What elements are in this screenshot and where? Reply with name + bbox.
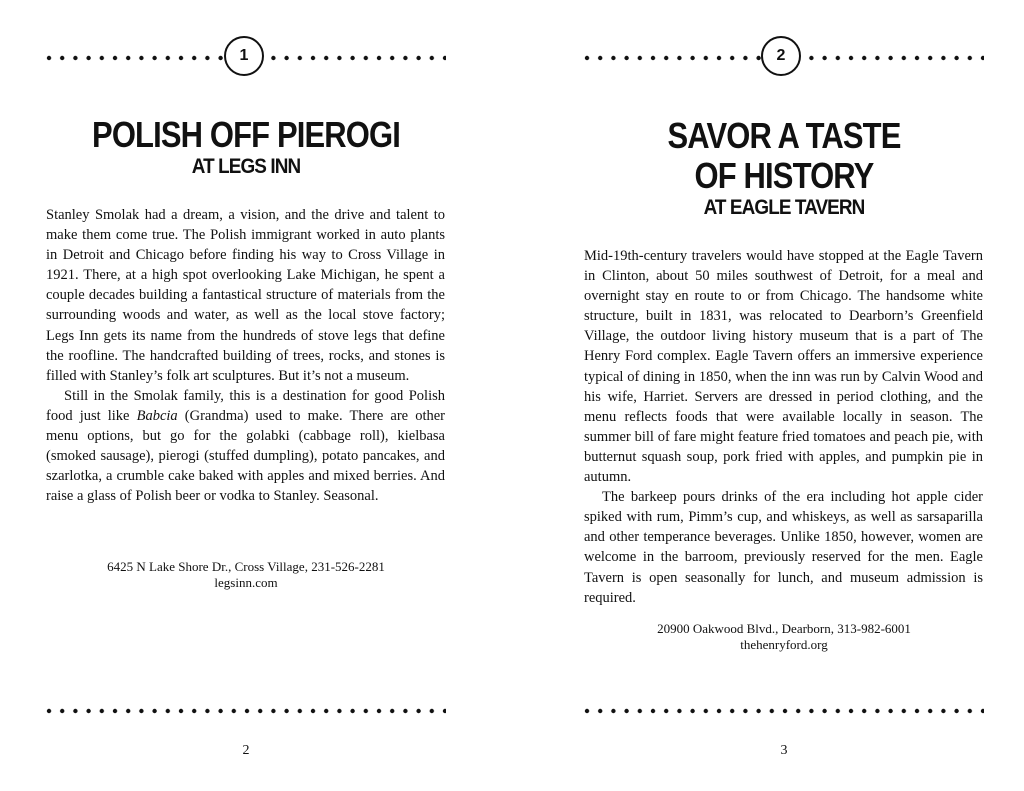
entry-number-badge: 1 — [224, 36, 264, 76]
contact-info — [46, 559, 446, 591]
contact-info — [584, 621, 984, 653]
italic-term: Babcia — [136, 407, 178, 424]
entry-title-sub: AT LEGS INN — [191, 155, 301, 178]
left-page — [46, 0, 446, 791]
entry-title — [46, 115, 446, 179]
body-paragraph: The barkeep pours drinks of the era including hot apple cider spiked with rum, Pimm’s cup, and whiskeys, as well as sarsaparilla and other temperance beverages. Unlike 1850, however, women are welcome in the barroom, previously reserved for the men. Eagle Tavern is open seasonally for lunch, and museum admission is required. — [584, 489, 983, 606]
entry-title-main: POLISH OFF PIEROGI — [92, 114, 400, 155]
page-number: 3 — [780, 743, 788, 758]
body-paragraph: Stanley Smolak had a dream, a vision, and the drive and talent to make them come true. The Polish immigrant worked in auto plants in Detroit and Chicago before finding his way to Cross Village in 1921. There, at a high spot overlooking Lake Michigan, he spent a couple decades building a fantastical structure of materials from the surrounding woods and water, as well as the local stove factory; Legs Inn gets its name from the hundreds of stove legs that define the roofline. The handcrafted building of trees, rocks, and stones is filled with Stanley’s folk art sculptures. But it’s not a museum. — [46, 207, 445, 384]
entry-title-main-line-1: SAVOR A TASTE — [667, 115, 901, 156]
dotted-rule-bottom — [46, 708, 446, 714]
entry-title — [584, 116, 984, 220]
right-page — [584, 0, 984, 791]
page-number: 2 — [242, 743, 250, 758]
dotted-rule-graphic — [584, 708, 984, 714]
website: legsinn.com — [214, 575, 278, 590]
entry-title-main-line-2: OF HISTORY — [694, 155, 874, 196]
entry-title-sub: AT EAGLE TAVERN — [703, 196, 865, 219]
dotted-rule-graphic — [46, 708, 446, 714]
entry-number-badge: 2 — [761, 36, 801, 76]
address: 6425 N Lake Shore Dr., Cross Village, 231-526-2281 — [107, 559, 385, 574]
body-paragraph: Mid-19th-century travelers would have stopped at the Eagle Tavern in Clinton, about 50 miles southwest of Detroit, for a meal and overnight stay en route to or from Chicago. The handsome white structure, built in 1831, was relocated to Dearborn’s Greenfield Village, the outdoor living history museum that is a part of The Henry Ford complex. Eagle Tavern offers an immersive experience typical of dining in 1850, when the inn was run by Calvin Wood and his wife, Harriet. Servers are dressed in period clothing, and the menu reflects foods that were available locally in season. The summer bill of fare might feature fried tomatoes and peach pie, with butternut squash soup, pork fried with apples, and pumpkin pie in autumn. — [584, 248, 983, 486]
website: thehenryford.org — [740, 637, 828, 652]
body-paragraph: Still in the Smolak family, this is a destination for good Polish food just like Babcia (Grandma) used to make. There are other menu options, but go for the golabki (cabbage roll), kielbasa (smoked sausage), pierogi (stuffed dumpling), potato pancakes, and szarlotka, a crumble cake baked with apples and mixed berries. And raise a glass of Polish beer or vodka to Stanley. Seasonal. — [46, 387, 445, 505]
address: 20900 Oakwood Blvd., Dearborn, 313-982-6001 — [657, 621, 911, 636]
dotted-rule-bottom — [584, 708, 984, 714]
entry-body — [584, 246, 983, 608]
entry-body — [46, 205, 445, 506]
